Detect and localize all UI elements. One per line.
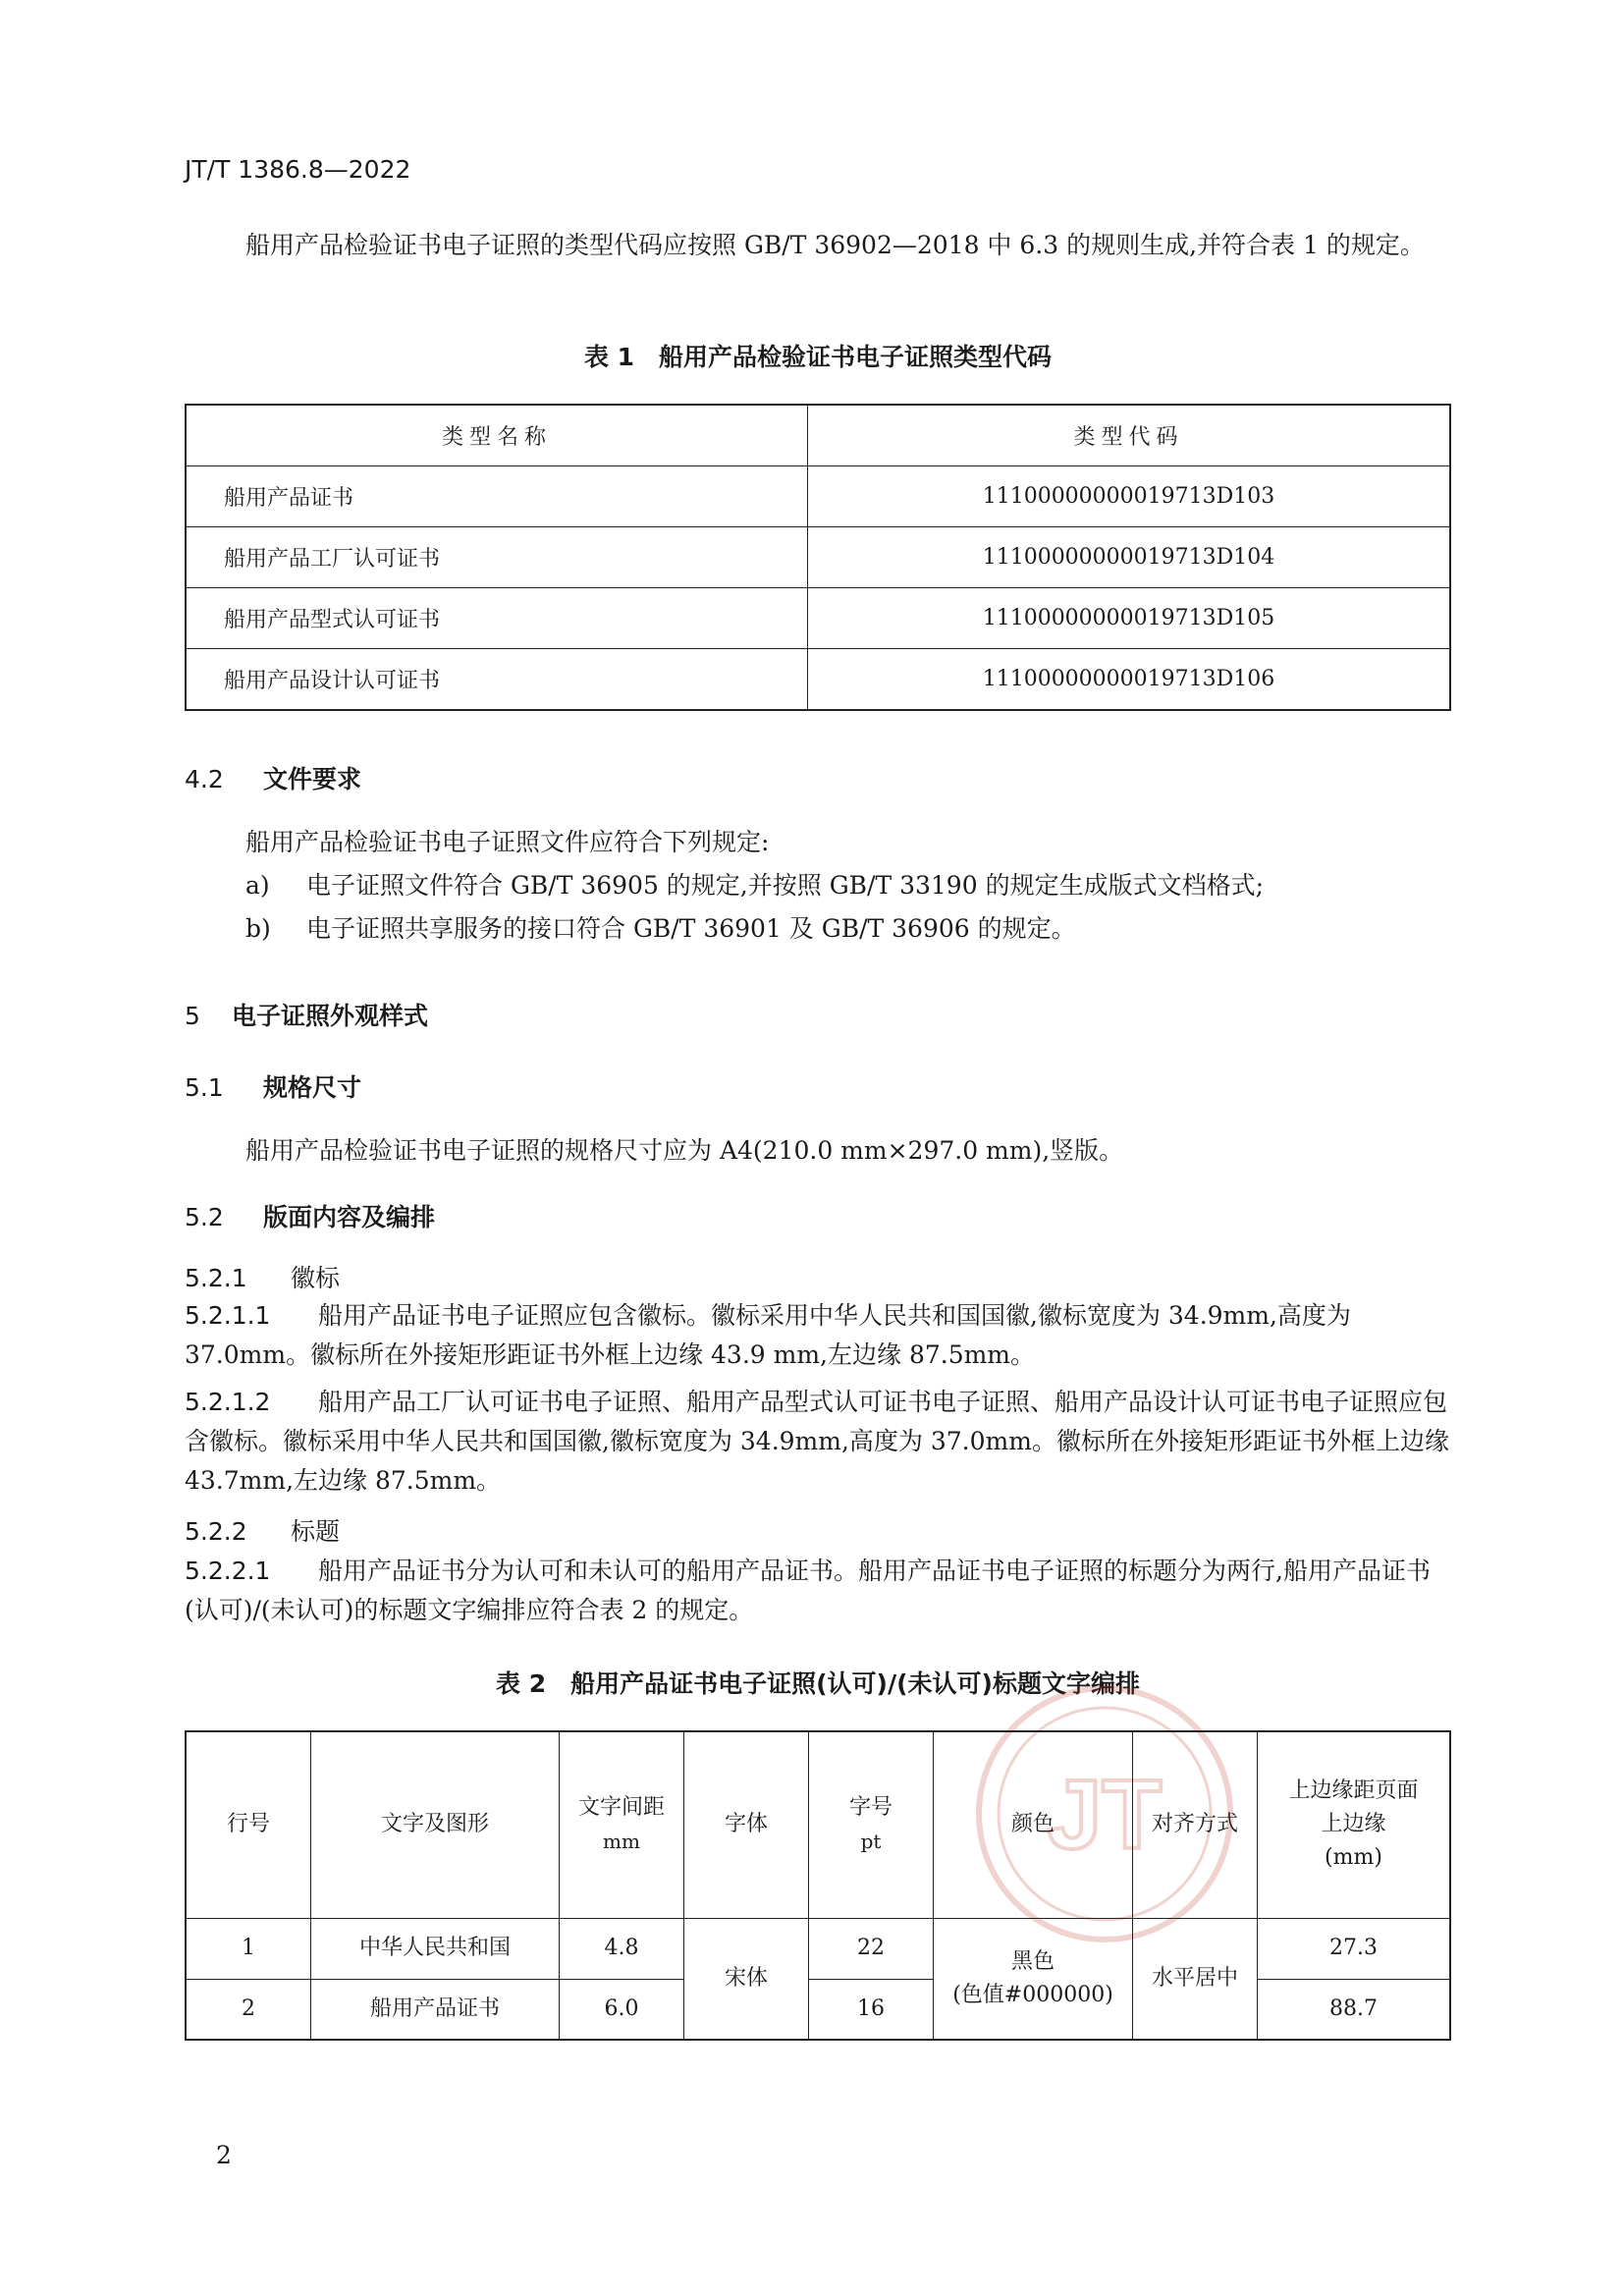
type-code-cell: 11100000000019713D104: [808, 527, 1451, 588]
section-number: 5.1: [185, 1073, 224, 1102]
clause-number: 5.2.2.1: [185, 1557, 271, 1585]
type-name-cell: 船用产品证书: [186, 466, 808, 527]
list-text: 电子证照文件符合 GB/T 36905 的规定,并按照 GB/T 33190 的规定生成版式文档格式;: [306, 871, 1264, 900]
clause-5-2-1-1: [185, 1296, 1451, 1375]
spacing-cell: 6.0: [560, 1979, 684, 2040]
clause-text: 船用产品工厂认可证书电子证照、船用产品型式认可证书电子证照、船用产品设计认可证书电子证照应包含徽标。徽标采用中华人民共和国国徽,徽标宽度为 34.9mm,高度为 37.0mm。徽标所在外接矩形距证书外框上边缘 43.7mm,左边缘 87.5mm。: [185, 1388, 1449, 1495]
size-cell: 22: [809, 1918, 934, 1979]
font-cell: 宋体: [684, 1918, 809, 2040]
document-header: JT/T 1386.8—2022: [185, 155, 411, 184]
section-title: 版面内容及编排: [263, 1203, 436, 1231]
stamp-text: JT: [1047, 1760, 1163, 1870]
top-margin-cell: 27.3: [1258, 1918, 1451, 1979]
row-no-cell: 1: [186, 1918, 311, 1979]
section-4-2-heading: [185, 760, 361, 795]
top-margin-label-2: 上边缘: [1321, 1812, 1386, 1837]
section-number: 5.2: [185, 1203, 224, 1231]
title-layout-table: [185, 1730, 1451, 2041]
table2-header-row-no: 行号: [186, 1731, 311, 1918]
section-5-1-heading: [185, 1068, 361, 1104]
list-label: a): [245, 871, 270, 900]
section-title: 徽标: [291, 1264, 341, 1292]
type-code-cell: 11100000000019713D105: [808, 588, 1451, 649]
table1-caption: 表 1 船用产品检验证书电子证照类型代码: [583, 343, 1053, 371]
size-cell: 16: [809, 1979, 934, 2040]
clause-5-2-1-2: [185, 1383, 1451, 1501]
table2-header-color: 颜色: [934, 1731, 1133, 1918]
table2-header-size: [809, 1731, 934, 1918]
list-text: 电子证照共享服务的接口符合 GB/T 36901 及 GB/T 36906 的规定。: [306, 914, 1076, 943]
top-margin-cell: 88.7: [1258, 1979, 1451, 2040]
list-item: [245, 866, 1451, 905]
clause-number: 5.2.1.1: [185, 1301, 271, 1330]
table2-caption: 表 2 船用产品证书电子证照(认可)/(未认可)标题文字编排: [496, 1669, 1140, 1698]
spacing-label: 文字间距: [577, 1795, 665, 1821]
section-4-2-lead: 船用产品检验证书电子证照文件应符合下列规定:: [245, 828, 770, 856]
type-name-cell: 船用产品工厂认可证书: [186, 527, 808, 588]
section-number: 5.2.1: [185, 1264, 247, 1292]
table-row: [186, 588, 1450, 649]
section-5-heading: [185, 997, 428, 1032]
type-code-cell: 11100000000019713D103: [808, 466, 1451, 527]
list-item: [245, 909, 1451, 949]
section-title: 电子证照外观样式: [232, 1002, 429, 1030]
table2-header-align: 对齐方式: [1133, 1731, 1258, 1918]
table1-header-name: 类型名称: [186, 405, 808, 466]
color-value: (色值#000000): [952, 1982, 1113, 2007]
section-5-2-2-heading: [185, 1512, 340, 1548]
color-name: 黑色: [1010, 1948, 1055, 1974]
clause-5-2-2-1: [185, 1552, 1451, 1630]
section-title: 文件要求: [263, 765, 362, 793]
section-5-1-text: 船用产品检验证书电子证照的规格尺寸应为 A4(210.0 mm×297.0 mm),竖版。: [245, 1136, 1124, 1165]
type-code-table: [185, 404, 1451, 711]
table-row: [186, 649, 1450, 711]
size-label: 字号: [848, 1795, 893, 1821]
table-row: [186, 466, 1450, 527]
align-cell: 水平居中: [1133, 1918, 1258, 2040]
section-title: 标题: [291, 1517, 341, 1546]
size-unit: pt: [860, 1830, 882, 1854]
table2-header-font: 字体: [684, 1731, 809, 1918]
section-number: 5: [185, 1002, 200, 1030]
table-row: [186, 1918, 1450, 1979]
table2-header-spacing: [560, 1731, 684, 1918]
section-5-2-1-heading: [185, 1259, 340, 1294]
text-cell: 中华人民共和国: [311, 1918, 560, 1979]
clause-number: 5.2.1.2: [185, 1388, 271, 1416]
type-code-cell: 11100000000019713D106: [808, 649, 1451, 711]
text-cell: 船用产品证书: [311, 1979, 560, 2040]
table-row: [186, 1979, 1450, 2040]
type-name-cell: 船用产品型式认可证书: [186, 588, 808, 649]
color-cell: [934, 1918, 1133, 2040]
section-5-2-heading: [185, 1198, 435, 1233]
spacing-unit: mm: [603, 1830, 640, 1854]
list-label: b): [245, 914, 271, 943]
top-margin-unit: (mm): [1325, 1845, 1382, 1871]
top-margin-label-1: 上边缘距页面: [1288, 1778, 1419, 1804]
table-row: [186, 527, 1450, 588]
section-number: 5.2.2: [185, 1517, 247, 1546]
clause-text: 船用产品证书分为认可和未认可的船用产品证书。船用产品证书电子证照的标题分为两行,船用产品证书(认可)/(未认可)的标题文字编排应符合表 2 的规定。: [185, 1557, 1431, 1624]
row-no-cell: 2: [186, 1979, 311, 2040]
table2-header-text: 文字及图形: [311, 1731, 560, 1918]
page-number: 2: [216, 2141, 232, 2169]
spacing-cell: 4.8: [560, 1918, 684, 1979]
section-number: 4.2: [185, 765, 224, 793]
intro-paragraph: 船用产品检验证书电子证照的类型代码应按照 GB/T 36902—2018 中 6.3 的规则生成,并符合表 1 的规定。: [245, 231, 1425, 259]
type-name-cell: 船用产品设计认可证书: [186, 649, 808, 711]
section-title: 规格尺寸: [263, 1073, 362, 1102]
clause-text: 船用产品证书电子证照应包含徽标。徽标采用中华人民共和国国徽,徽标宽度为 34.9mm,高度为 37.0mm。徽标所在外接矩形距证书外框上边缘 43.9 mm,左边缘 87.5mm。: [185, 1301, 1351, 1369]
table1-header-code: 类型代码: [808, 405, 1451, 466]
table2-header-top-margin: [1258, 1731, 1451, 1918]
